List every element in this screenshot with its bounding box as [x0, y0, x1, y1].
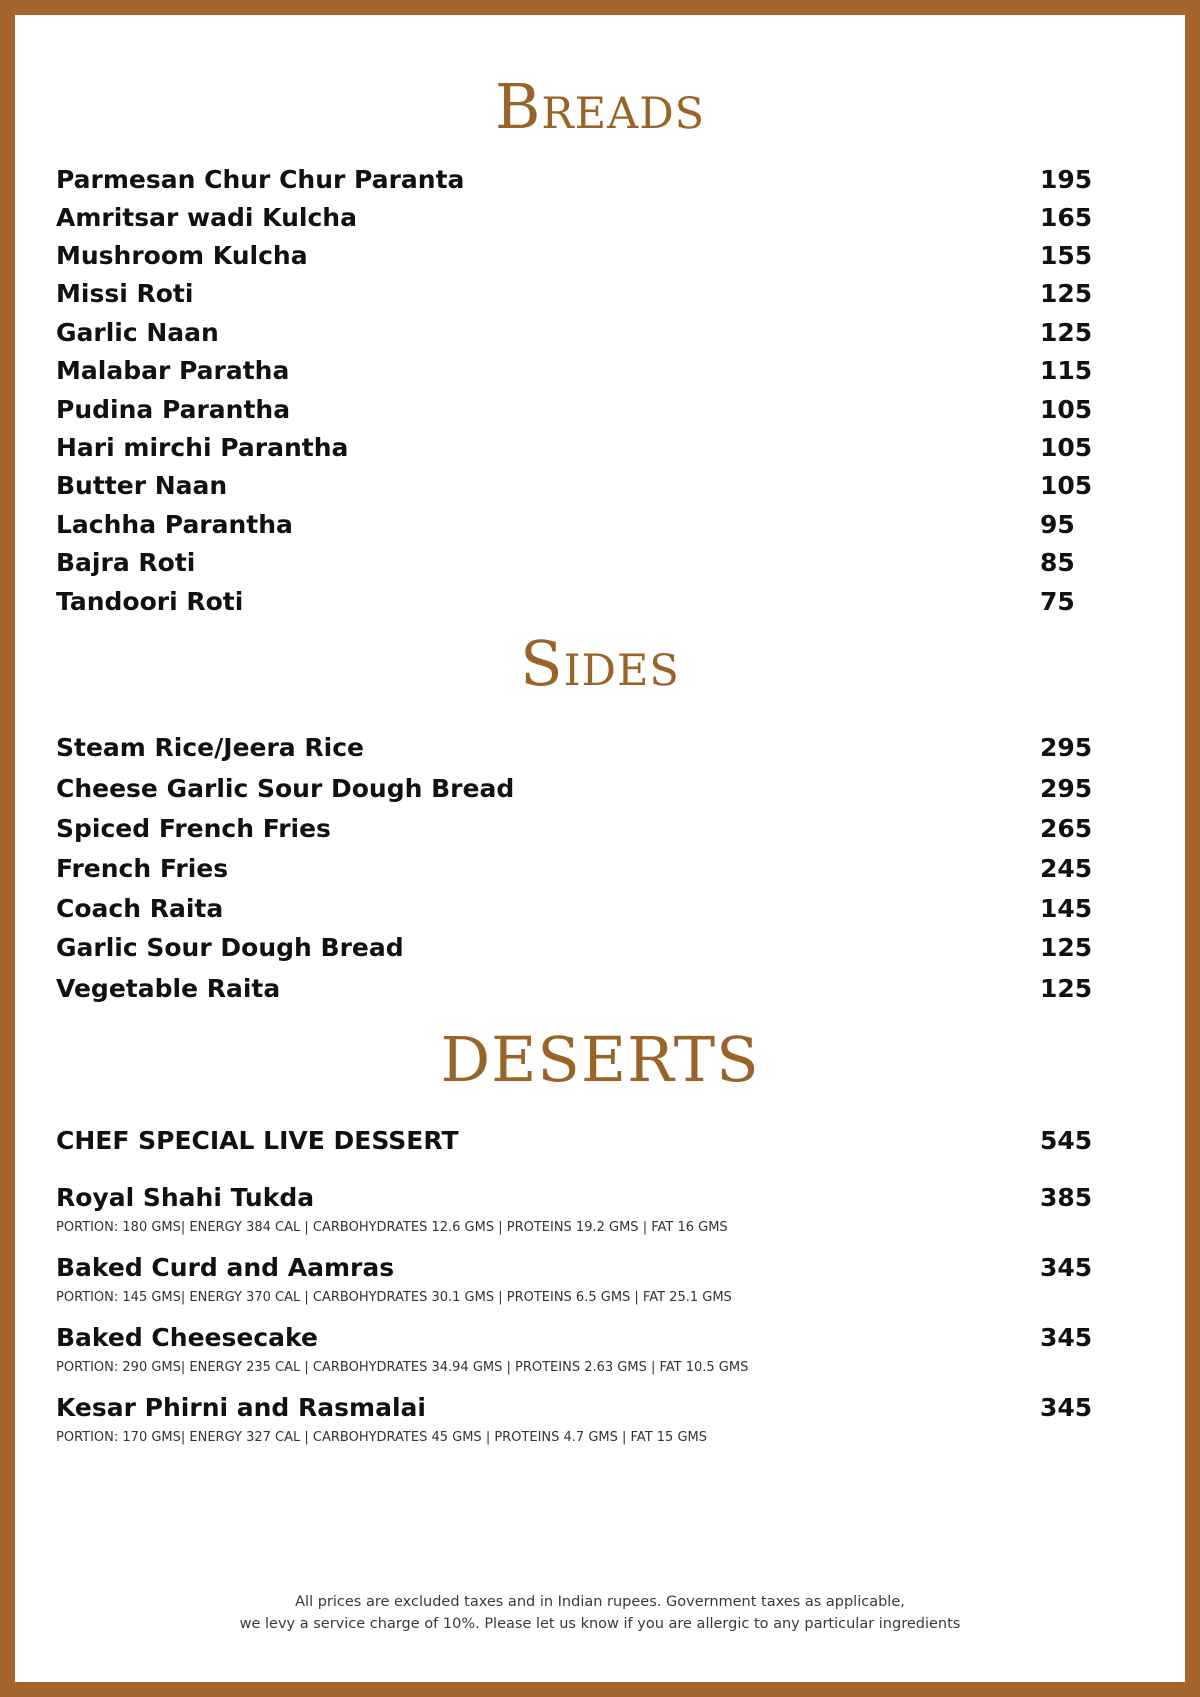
- menu-item-price: 95: [1040, 510, 1075, 539]
- menu-item-nutrition: PORTION: 290 GMS| ENERGY 235 CAL | CARBOHYDRATES 34.94 GMS | PROTEINS 2.63 GMS | FAT 10.5 GMS: [56, 1360, 749, 1375]
- menu-item-name: Pudina Parantha: [56, 395, 291, 424]
- menu-item-price: 385: [1040, 1183, 1093, 1212]
- menu-item-name: Bajra Roti: [56, 548, 196, 577]
- menu-item-name: Missi Roti: [56, 279, 194, 308]
- menu-item-name: Malabar Paratha: [56, 356, 290, 385]
- menu-item-price: 345: [1040, 1393, 1093, 1422]
- menu-item-row: [0, 546, 1200, 580]
- menu-item-price: 125: [1040, 974, 1093, 1003]
- menu-item-name: Baked Cheesecake: [56, 1323, 318, 1352]
- menu-item-price: 85: [1040, 548, 1075, 577]
- breads-heading: Breads: [494, 70, 706, 143]
- menu-item-name: French Fries: [56, 854, 229, 883]
- menu-item-name: Butter Naan: [56, 471, 228, 500]
- menu-item-row: [0, 201, 1200, 235]
- menu-item-row: [0, 1391, 1200, 1445]
- menu-item-row: [0, 772, 1200, 806]
- menu-item-price: 195: [1040, 165, 1093, 194]
- menu-item-row: [0, 316, 1200, 350]
- menu-item-row: [0, 354, 1200, 388]
- menu-item-price: 75: [1040, 587, 1075, 616]
- menu-item-row: [0, 277, 1200, 311]
- menu-item-price: 265: [1040, 814, 1093, 843]
- menu-item-price: 295: [1040, 733, 1093, 762]
- menu-item-price: 125: [1040, 933, 1093, 962]
- menu-item-nutrition: PORTION: 180 GMS| ENERGY 384 CAL | CARBOHYDRATES 12.6 GMS | PROTEINS 19.2 GMS | FAT 16 GMS: [56, 1220, 728, 1235]
- menu-item-name: Parmesan Chur Chur Paranta: [56, 165, 465, 194]
- menu-item-row: [0, 852, 1200, 886]
- menu-item-row: [0, 731, 1200, 765]
- footer-line-1: All prices are excluded taxes and in Indian rupees. Government taxes as applicable,: [295, 1594, 905, 1610]
- menu-item-name: Vegetable Raita: [56, 974, 281, 1003]
- menu-item-name: Mushroom Kulcha: [56, 241, 308, 270]
- menu-item-row: [0, 931, 1200, 965]
- sides-heading: Sides: [520, 627, 680, 700]
- menu-item-name: Baked Curd and Aamras: [56, 1253, 395, 1282]
- menu-item-row: [0, 1181, 1200, 1235]
- menu-item-price: 155: [1040, 241, 1093, 270]
- menu-item-row: [0, 1251, 1200, 1305]
- menu-item-name: Kesar Phirni and Rasmalai: [56, 1393, 426, 1422]
- menu-item-price: 245: [1040, 854, 1093, 883]
- menu-item-price: 345: [1040, 1253, 1093, 1282]
- menu-item-name: Spiced French Fries: [56, 814, 331, 843]
- menu-item-name: Tandoori Roti: [56, 587, 244, 616]
- menu-item-name: Amritsar wadi Kulcha: [56, 203, 357, 232]
- menu-item-name: CHEF SPECIAL LIVE DESSERT: [56, 1126, 459, 1155]
- menu-item-name: Steam Rice/Jeera Rice: [56, 733, 364, 762]
- menu-item-price: 105: [1040, 395, 1093, 424]
- footer-line-2: we levy a service charge of 10%. Please let us know if you are allergic to any particular ingredients: [239, 1616, 961, 1632]
- menu-item-row: [0, 163, 1200, 197]
- menu-item-nutrition: PORTION: 145 GMS| ENERGY 370 CAL | CARBOHYDRATES 30.1 GMS | PROTEINS 6.5 GMS | FAT 25.1 GMS: [56, 1290, 732, 1305]
- menu-item-price: 295: [1040, 774, 1093, 803]
- menu-item-price: 345: [1040, 1323, 1093, 1352]
- footer-disclaimer: [15, 1591, 1185, 1635]
- menu-item-price: 545: [1040, 1126, 1093, 1155]
- menu-item-row: [0, 1124, 1200, 1158]
- menu-item-name: Royal Shahi Tukda: [56, 1183, 315, 1212]
- menu-item-row: [0, 1321, 1200, 1375]
- menu-item-row: [0, 431, 1200, 465]
- menu-item-name: Hari mirchi Parantha: [56, 433, 349, 462]
- menu-item-name: Cheese Garlic Sour Dough Bread: [56, 774, 515, 803]
- menu-item-name: Lachha Parantha: [56, 510, 293, 539]
- menu-item-price: 105: [1040, 433, 1093, 462]
- menu-item-row: [0, 508, 1200, 542]
- menu-item-row: [0, 239, 1200, 273]
- menu-item-row: [0, 972, 1200, 1006]
- menu-item-nutrition: PORTION: 170 GMS| ENERGY 327 CAL | CARBOHYDRATES 45 GMS | PROTEINS 4.7 GMS | FAT 15 GMS: [56, 1430, 707, 1445]
- menu-item-name: Garlic Naan: [56, 318, 219, 347]
- menu-item-price: 125: [1040, 318, 1093, 347]
- menu-item-price: 165: [1040, 203, 1093, 232]
- menu-item-price: 105: [1040, 471, 1093, 500]
- menu-item-price: 125: [1040, 279, 1093, 308]
- menu-item-row: [0, 469, 1200, 503]
- deserts-heading: DESERTS: [440, 1023, 760, 1096]
- menu-item-row: [0, 393, 1200, 427]
- menu-item-row: [0, 812, 1200, 846]
- menu-item-name: Garlic Sour Dough Bread: [56, 933, 404, 962]
- menu-item-row: [0, 892, 1200, 926]
- menu-item-row: [0, 585, 1200, 619]
- menu-item-name: Coach Raita: [56, 894, 224, 923]
- menu-item-price: 145: [1040, 894, 1093, 923]
- menu-item-price: 115: [1040, 356, 1093, 385]
